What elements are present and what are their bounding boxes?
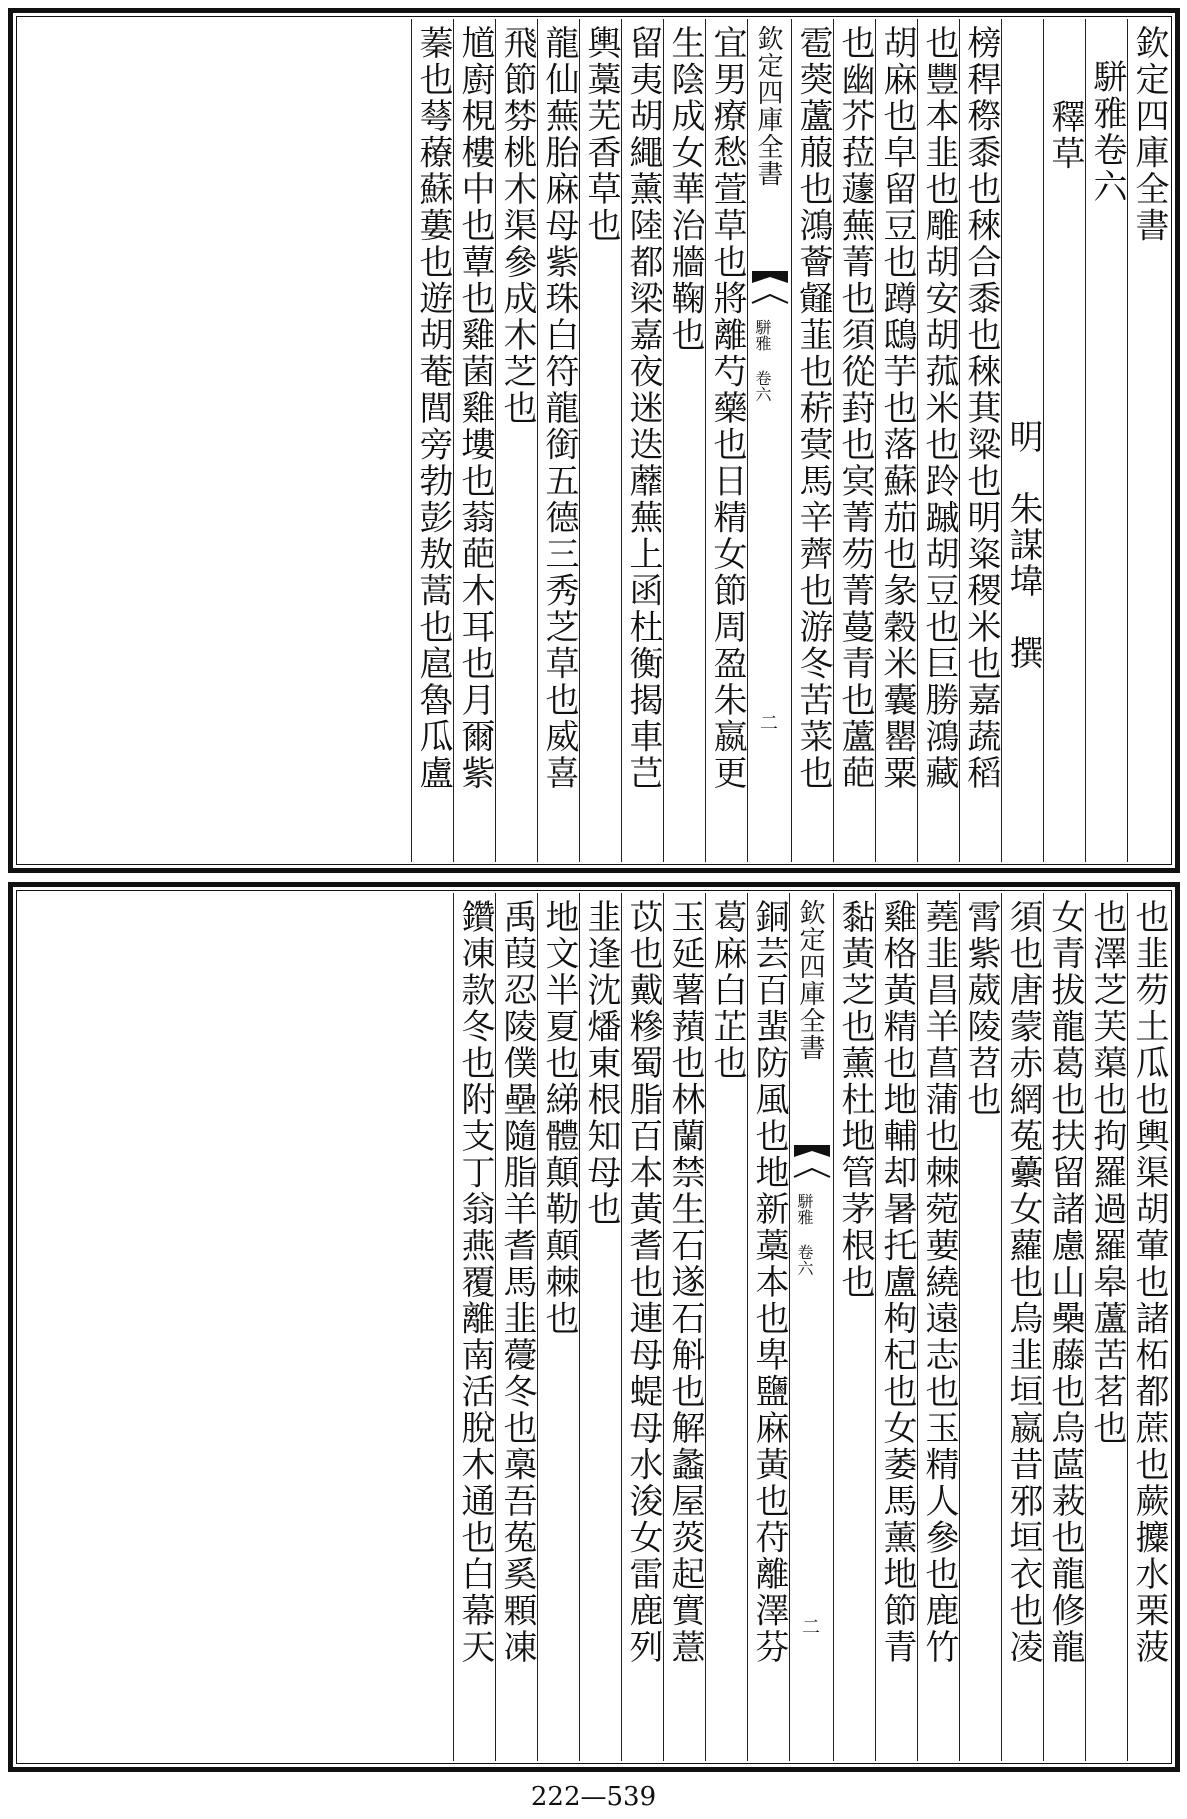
bottom-page: [8, 882, 1180, 1772]
text-column: 禹葭忍陵僕壘隨脂羊耆馬韭蘉冬也槀吾菟奚顆凍: [495, 893, 537, 1761]
bottom-columns: [19, 893, 1169, 1761]
text-column: 女青拔龍葛也扶留諸慮山櫐藤也烏蓲䓮也龍修龍: [1043, 893, 1085, 1761]
text-column: 霄紫葳陵苕也: [959, 893, 1001, 1761]
spine-volume: 駢雅 卷六: [753, 319, 772, 402]
fish-tail-mark-icon: [792, 1143, 832, 1179]
text-column: 生陰成女華治牆鞠也: [663, 19, 705, 862]
text-column: 宜男療愁萱草也將離芍藥也日精女節周盈朱嬴更: [705, 19, 747, 862]
text-column: 胡麻也皁留豆也蹲鴟芋也落蘇茄也彖穀米囊罌粟: [875, 19, 917, 862]
text-column: 韭逢沈燔東根知母也: [579, 893, 621, 1761]
spine-title: 欽定四庫全書: [753, 25, 783, 187]
top-columns: [19, 19, 1169, 862]
spine-title: 欽定四庫全書: [795, 899, 825, 1061]
author-line: [1001, 19, 1043, 862]
text-column: 銅芸百蜚防風也地新藁本也卑鹽麻黃也苻離澤芬: [747, 893, 789, 1761]
text-column: 龍仙蕪胎麻母紫珠白符龍銜五德三秀芝草也威喜: [537, 19, 579, 862]
text-column: 留夷胡繩薰陸都梁嘉夜迷迭蘼蕪上函杜衡揭車芑: [621, 19, 663, 862]
page-spine: [789, 893, 833, 1761]
text-column: 馗廚梘樓中也蕈也雞菌雞塿也蓊葩木耳也月爾紫: [453, 19, 495, 862]
text-column: 苡也戴糝蜀脂百本黃耆也連母蝭母水浚女雷鹿列: [621, 893, 663, 1761]
text-column: 葛麻白芷也: [705, 893, 747, 1761]
fish-tail-mark-icon: [750, 269, 790, 305]
author-dynasty: 明: [1003, 419, 1043, 455]
text-column: 蕘韭昌羊菖蒲也棘菀葽繞遠志也玉精人參也鹿竹: [917, 893, 959, 1761]
text-column: 也澤芝芙蕖也拘羅過羅皋蘆苦茗也: [1085, 893, 1127, 1761]
spine-page-number: 二: [760, 713, 778, 734]
text-column: 也幽芥菈蘧蕪菁也須從葑也㝠菁芴菁蔓青也蘆葩: [833, 19, 875, 862]
book-title: 欽定四庫全書: [1127, 19, 1169, 862]
text-column: 榜稈穄黍也䅘合黍也䅘萁粱也明粢稷米也嘉蔬稻: [959, 19, 1001, 862]
author-gap: [1003, 455, 1043, 491]
text-column: 黏黃芝也薰杜地管茅根也: [833, 893, 875, 1761]
text-column: 玉延薯蕷也林蘭禁生石遂石斛也解蠡屋菼起實薏: [663, 893, 705, 1761]
page-spine: [747, 19, 791, 862]
text-column: 也豐本韭也雕胡安胡菰米也跉䠞胡豆也巨勝鴻藏: [917, 19, 959, 862]
volume-title: 駢雅卷六: [1085, 19, 1127, 862]
text-column: 雞格黃精也地輔却暑托盧枸杞也女萎馬薰地節青: [875, 893, 917, 1761]
page-footer-number: 222—539: [530, 1782, 657, 1812]
author-name: 朱謀㙔 撰: [1003, 491, 1043, 671]
text-column: 須也唐蒙赤網菟虆女蘿也烏韭垣嬴昔邪垣衣也凌: [1001, 893, 1043, 1761]
spine-page-number: 二: [802, 1617, 820, 1638]
text-column: 也韭芴土瓜也輿渠胡葷也諸柘都蔗也蕨攗水栗菠: [1127, 893, 1169, 1761]
text-column: 輿藁芜香草也: [579, 19, 621, 862]
text-column: 飛節棼桃木渠參成木芝也: [495, 19, 537, 862]
section-title: 釋草: [1043, 19, 1085, 862]
text-column: 鑽凍款冬也附支丁翁燕覆離南活脫木通也白幕天: [453, 893, 495, 1761]
text-column: 雹葖蘆菔也鴻薈䪥韮也菥蓂馬辛薺也游冬苦菜也: [791, 19, 833, 862]
spine-volume: 駢雅 卷六: [795, 1193, 814, 1276]
text-column: 蓁也䔢䕩蘇蔞也遊胡菴閭旁勃彭敖蒿也扈魯瓜盧: [411, 19, 453, 862]
top-page: [8, 8, 1180, 873]
text-column: 地文半夏也綈體顛勒顛棘也: [537, 893, 579, 1761]
